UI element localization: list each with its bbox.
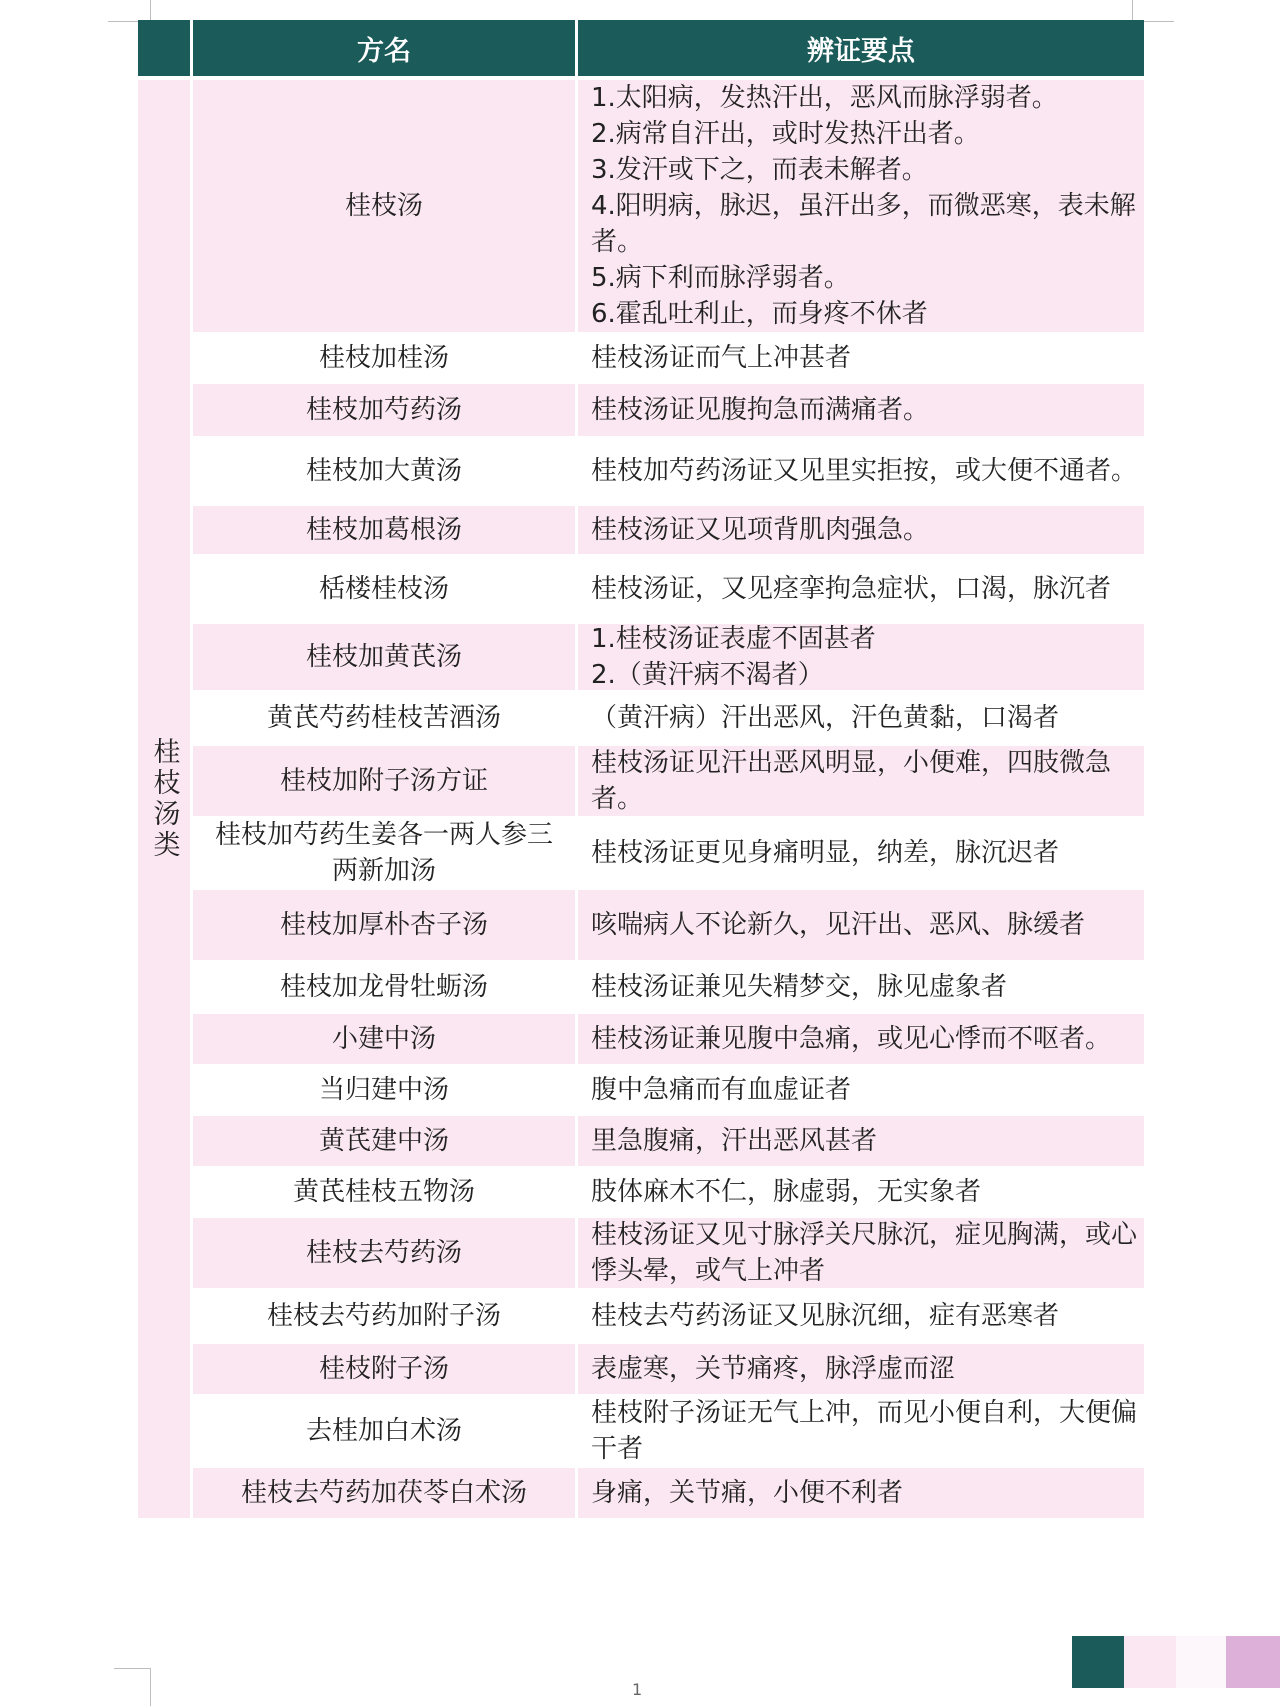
diagnostic-points-cell: [578, 1468, 1144, 1518]
formula-name-cell: 桂枝去芍药汤: [193, 1218, 575, 1288]
diagnostic-point-line: 4.阳明病，脉迟，虽汗出多，而微恶寒，表未解者。: [591, 191, 1136, 257]
page-number: 1: [632, 1680, 643, 1699]
table-row: [193, 816, 1144, 890]
diagnostic-point-line: 桂枝汤证兼见失精梦交，脉见虚象者: [591, 972, 1008, 1002]
crop-mark-top-right: [1132, 0, 1133, 22]
diagnostic-point-line: 2.病常自汗出，或时发热汗出者。: [591, 119, 980, 149]
diagnostic-points-cell: [578, 690, 1144, 746]
color-swatch-light-pink: [1124, 1636, 1176, 1688]
category-label: 桂枝汤类: [148, 737, 180, 861]
formula-name-cell: 小建中汤: [193, 1014, 575, 1064]
diagnostic-point-line: 咳喘病人不论新久，见汗出、恶风、脉缓者: [591, 910, 1086, 940]
diagnostic-point-line: 桂枝汤证又见寸脉浮关尺脉沉，症见胸满，或心悸头晕，或气上冲者: [591, 1220, 1138, 1286]
category-cell: [138, 80, 190, 1518]
table-row: [193, 1014, 1144, 1064]
diagnostic-points-cell: [578, 554, 1144, 624]
formula-name-cell: 桂枝加桂汤: [193, 332, 575, 384]
color-swatch-lavender: [1226, 1636, 1280, 1688]
diagnostic-point-line: 里急腹痛，汗出恶风甚者: [591, 1126, 878, 1156]
diagnostic-points-cell: [578, 1014, 1144, 1064]
diagnostic-point-line: 肢体麻木不仁，脉虚弱，无实象者: [591, 1177, 982, 1207]
table-row: [193, 1116, 1144, 1166]
formula-name-cell: 桂枝附子汤: [193, 1344, 575, 1394]
table-row: [193, 624, 1144, 690]
formula-name-cell: 栝楼桂枝汤: [193, 554, 575, 624]
diagnostic-point-line: 桂枝去芍药汤证又见脉沉细，症有恶寒者: [591, 1301, 1060, 1331]
diagnostic-point-line: 桂枝汤证更见身痛明显，纳差，脉沉迟者: [591, 838, 1060, 868]
formula-name-cell: 桂枝加黄芪汤: [193, 624, 575, 690]
diagnostic-point-line: 腹中急痛而有血虚证者: [591, 1075, 852, 1105]
formula-name-cell: 桂枝加大黄汤: [193, 436, 575, 506]
diagnostic-point-line: 表虚寒，关节痛疼，脉浮虚而涩: [591, 1354, 956, 1384]
diagnostic-points-cell: [578, 746, 1144, 816]
table-row: [193, 554, 1144, 624]
formula-name-cell: 桂枝加葛根汤: [193, 506, 575, 554]
diagnostic-point-line: 桂枝汤证又见项背肌肉强急。: [591, 515, 930, 545]
table-row: [193, 890, 1144, 960]
color-swatch-white: [1176, 1636, 1228, 1688]
diagnostic-points-cell: [578, 1116, 1144, 1166]
crop-mark-bottom-left: [150, 1668, 151, 1706]
diagnostic-points-cell: [578, 890, 1144, 960]
table-row: [193, 746, 1144, 816]
formula-name-cell: 黄芪芍药桂枝苦酒汤: [193, 690, 575, 746]
formula-name-cell: 桂枝汤: [193, 80, 575, 332]
diagnostic-point-line: 3.发汗或下之，而表未解者。: [591, 155, 928, 185]
table-header: [138, 20, 1144, 76]
header-formula-name: 方名: [193, 20, 575, 76]
crop-mark-bottom-left-h: [114, 1668, 150, 1669]
formula-name-cell: 黄芪桂枝五物汤: [193, 1166, 575, 1218]
formula-table: [138, 20, 1144, 1518]
diagnostic-points-cell: [578, 1166, 1144, 1218]
diagnostic-point-line: 桂枝汤证兼见腹中急痛，或见心悸而不呕者。: [591, 1024, 1112, 1054]
table-row: [193, 80, 1144, 332]
formula-name-cell: 去桂加白术汤: [193, 1394, 575, 1468]
diagnostic-point-line: 桂枝加芍药汤证又见里实拒按，或大便不通者。: [591, 456, 1138, 486]
diagnostic-point-line: 1.太阳病，发热汗出，恶风而脉浮弱者。: [591, 83, 1058, 113]
table-row: [193, 332, 1144, 384]
diagnostic-point-line: 6.霍乱吐利止，而身疼不休者: [591, 299, 928, 329]
formula-name-cell: 桂枝去芍药加茯苓白术汤: [193, 1468, 575, 1518]
diagnostic-point-line: 桂枝汤证见腹拘急而满痛者。: [591, 395, 930, 425]
header-category-cell: [138, 20, 190, 76]
table-row: [193, 384, 1144, 436]
table-row: [193, 436, 1144, 506]
table-row: [193, 690, 1144, 746]
diagnostic-points-cell: [578, 624, 1144, 690]
table-row: [193, 1218, 1144, 1288]
table-row: [193, 1288, 1144, 1344]
table-row: [193, 960, 1144, 1014]
diagnostic-point-line: （黄汗病）汗出恶风，汗色黄黏，口渴者: [591, 703, 1060, 733]
diagnostic-point-line: 2.（黄汗病不渴者）: [591, 660, 824, 690]
diagnostic-points-cell: [578, 80, 1144, 332]
table-row: [193, 1064, 1144, 1116]
formula-name-cell: 桂枝加厚朴杏子汤: [193, 890, 575, 960]
diagnostic-point-line: 桂枝附子汤证无气上冲，而见小便自利，大便偏干者: [591, 1398, 1138, 1464]
formula-name-cell: 桂枝加芍药生姜各一两人参三两新加汤: [193, 816, 575, 890]
diagnostic-points-cell: [578, 960, 1144, 1014]
diagnostic-points-cell: [578, 1394, 1144, 1468]
diagnostic-point-line: 桂枝汤证见汗出恶风明显，小便难，四肢微急者。: [591, 748, 1112, 814]
formula-name-cell: 桂枝加芍药汤: [193, 384, 575, 436]
diagnostic-points-cell: [578, 1064, 1144, 1116]
diagnostic-point-line: 桂枝汤证而气上冲甚者: [591, 343, 852, 373]
diagnostic-point-line: 桂枝汤证，又见痉挛拘急症状，口渴，脉沉者: [591, 574, 1112, 604]
header-diagnostic-points: 辨证要点: [578, 20, 1144, 76]
diagnostic-points-cell: [578, 506, 1144, 554]
table-body: [138, 80, 1144, 1518]
diagnostic-points-cell: [578, 436, 1144, 506]
table-row: [193, 1394, 1144, 1468]
table-row: [193, 1344, 1144, 1394]
diagnostic-point-line: 1.桂枝汤证表虚不固甚者: [591, 624, 876, 654]
table-rows: [193, 80, 1144, 1518]
diagnostic-points-cell: [578, 1218, 1144, 1288]
formula-name-cell: 桂枝去芍药加附子汤: [193, 1288, 575, 1344]
formula-name-cell: 黄芪建中汤: [193, 1116, 575, 1166]
table-row: [193, 1468, 1144, 1518]
diagnostic-points-cell: [578, 1288, 1144, 1344]
diagnostic-point-line: 身痛，关节痛，小便不利者: [591, 1478, 904, 1508]
diagnostic-points-cell: [578, 1344, 1144, 1394]
diagnostic-points-cell: [578, 816, 1144, 890]
color-swatch-teal: [1072, 1636, 1124, 1688]
diagnostic-point-line: 5.病下利而脉浮弱者。: [591, 263, 850, 293]
diagnostic-points-cell: [578, 384, 1144, 436]
formula-name-cell: 桂枝加附子汤方证: [193, 746, 575, 816]
crop-mark-top-left: [150, 0, 151, 22]
formula-name-cell: 桂枝加龙骨牡蛎汤: [193, 960, 575, 1014]
formula-name-cell: 当归建中汤: [193, 1064, 575, 1116]
diagnostic-points-cell: [578, 332, 1144, 384]
table-row: [193, 1166, 1144, 1218]
table-row: [193, 506, 1144, 554]
